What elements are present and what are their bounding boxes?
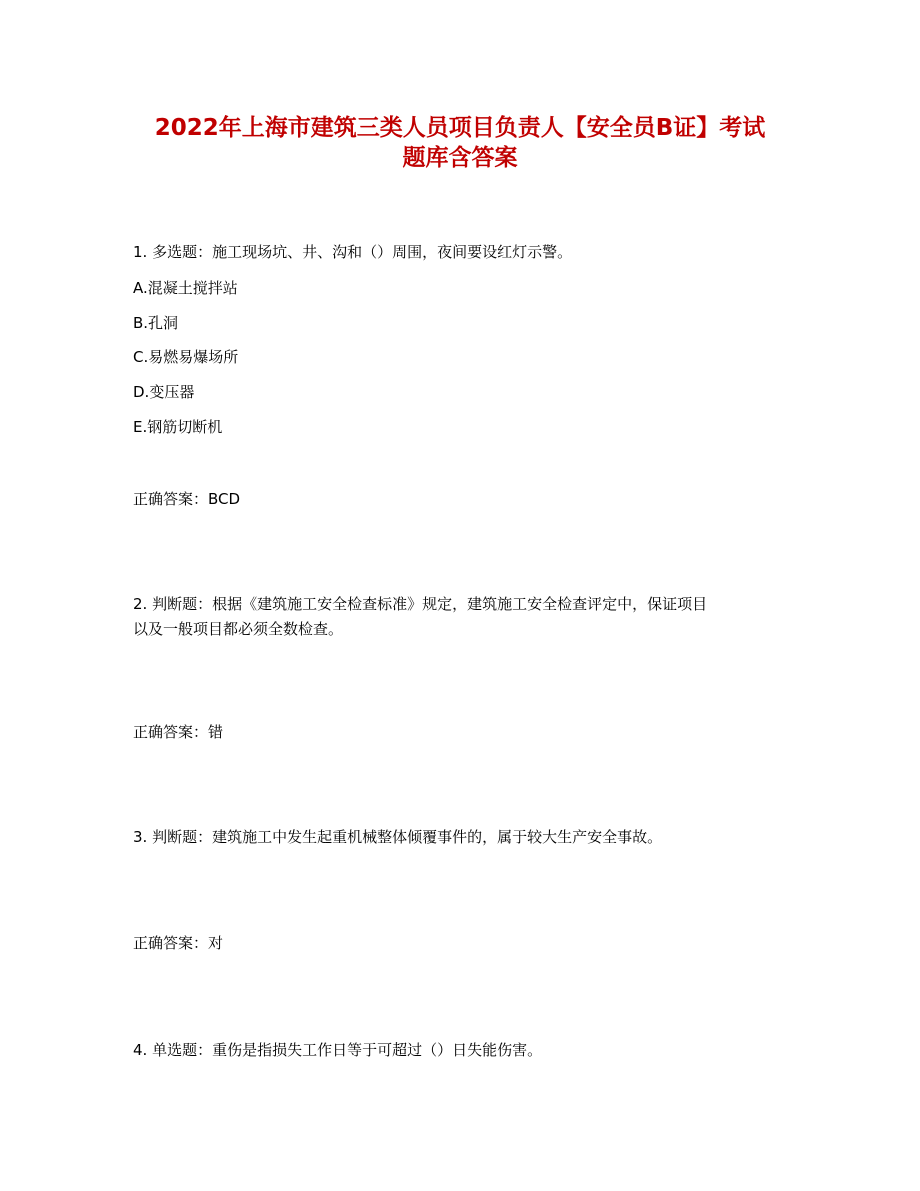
question-1-option-e: E.钢筋切断机 [133, 418, 223, 436]
question-1-option-b: B.孔洞 [133, 314, 179, 332]
question-2-answer: 正确答案：错 [133, 723, 224, 741]
question-3-stem: 3. 判断题：建筑施工中发生起重机械整体倾覆事件的，属于较大生产安全事故。 [133, 828, 663, 846]
question-2-stem-line-1: 2. 判断题：根据《建筑施工安全检查标准》规定，建筑施工安全检查评定中，保证项目 [133, 595, 708, 613]
document-title [100, 113, 820, 173]
question-1-option-a: A.混凝土搅拌站 [133, 279, 238, 297]
title-line-2: 题库含答案 [402, 145, 518, 171]
question-4-stem: 4. 单选题：重伤是指损失工作日等于可超过（）日失能伤害。 [133, 1041, 543, 1059]
question-3-answer: 正确答案：对 [133, 934, 224, 952]
question-1-answer: 正确答案：BCD [133, 490, 241, 508]
question-1-option-d: D.变压器 [133, 383, 195, 401]
title-line-1: 2022年上海市建筑三类人员项目负责人【安全员B证】考试 [154, 115, 766, 141]
question-1-option-c: C.易燃易爆场所 [133, 348, 239, 366]
question-1-stem: 1. 多选题：施工现场坑、井、沟和（）周围，夜间要设红灯示警。 [133, 243, 573, 261]
question-2-stem-line-2: 以及一般项目都必须全数检查。 [133, 620, 344, 638]
